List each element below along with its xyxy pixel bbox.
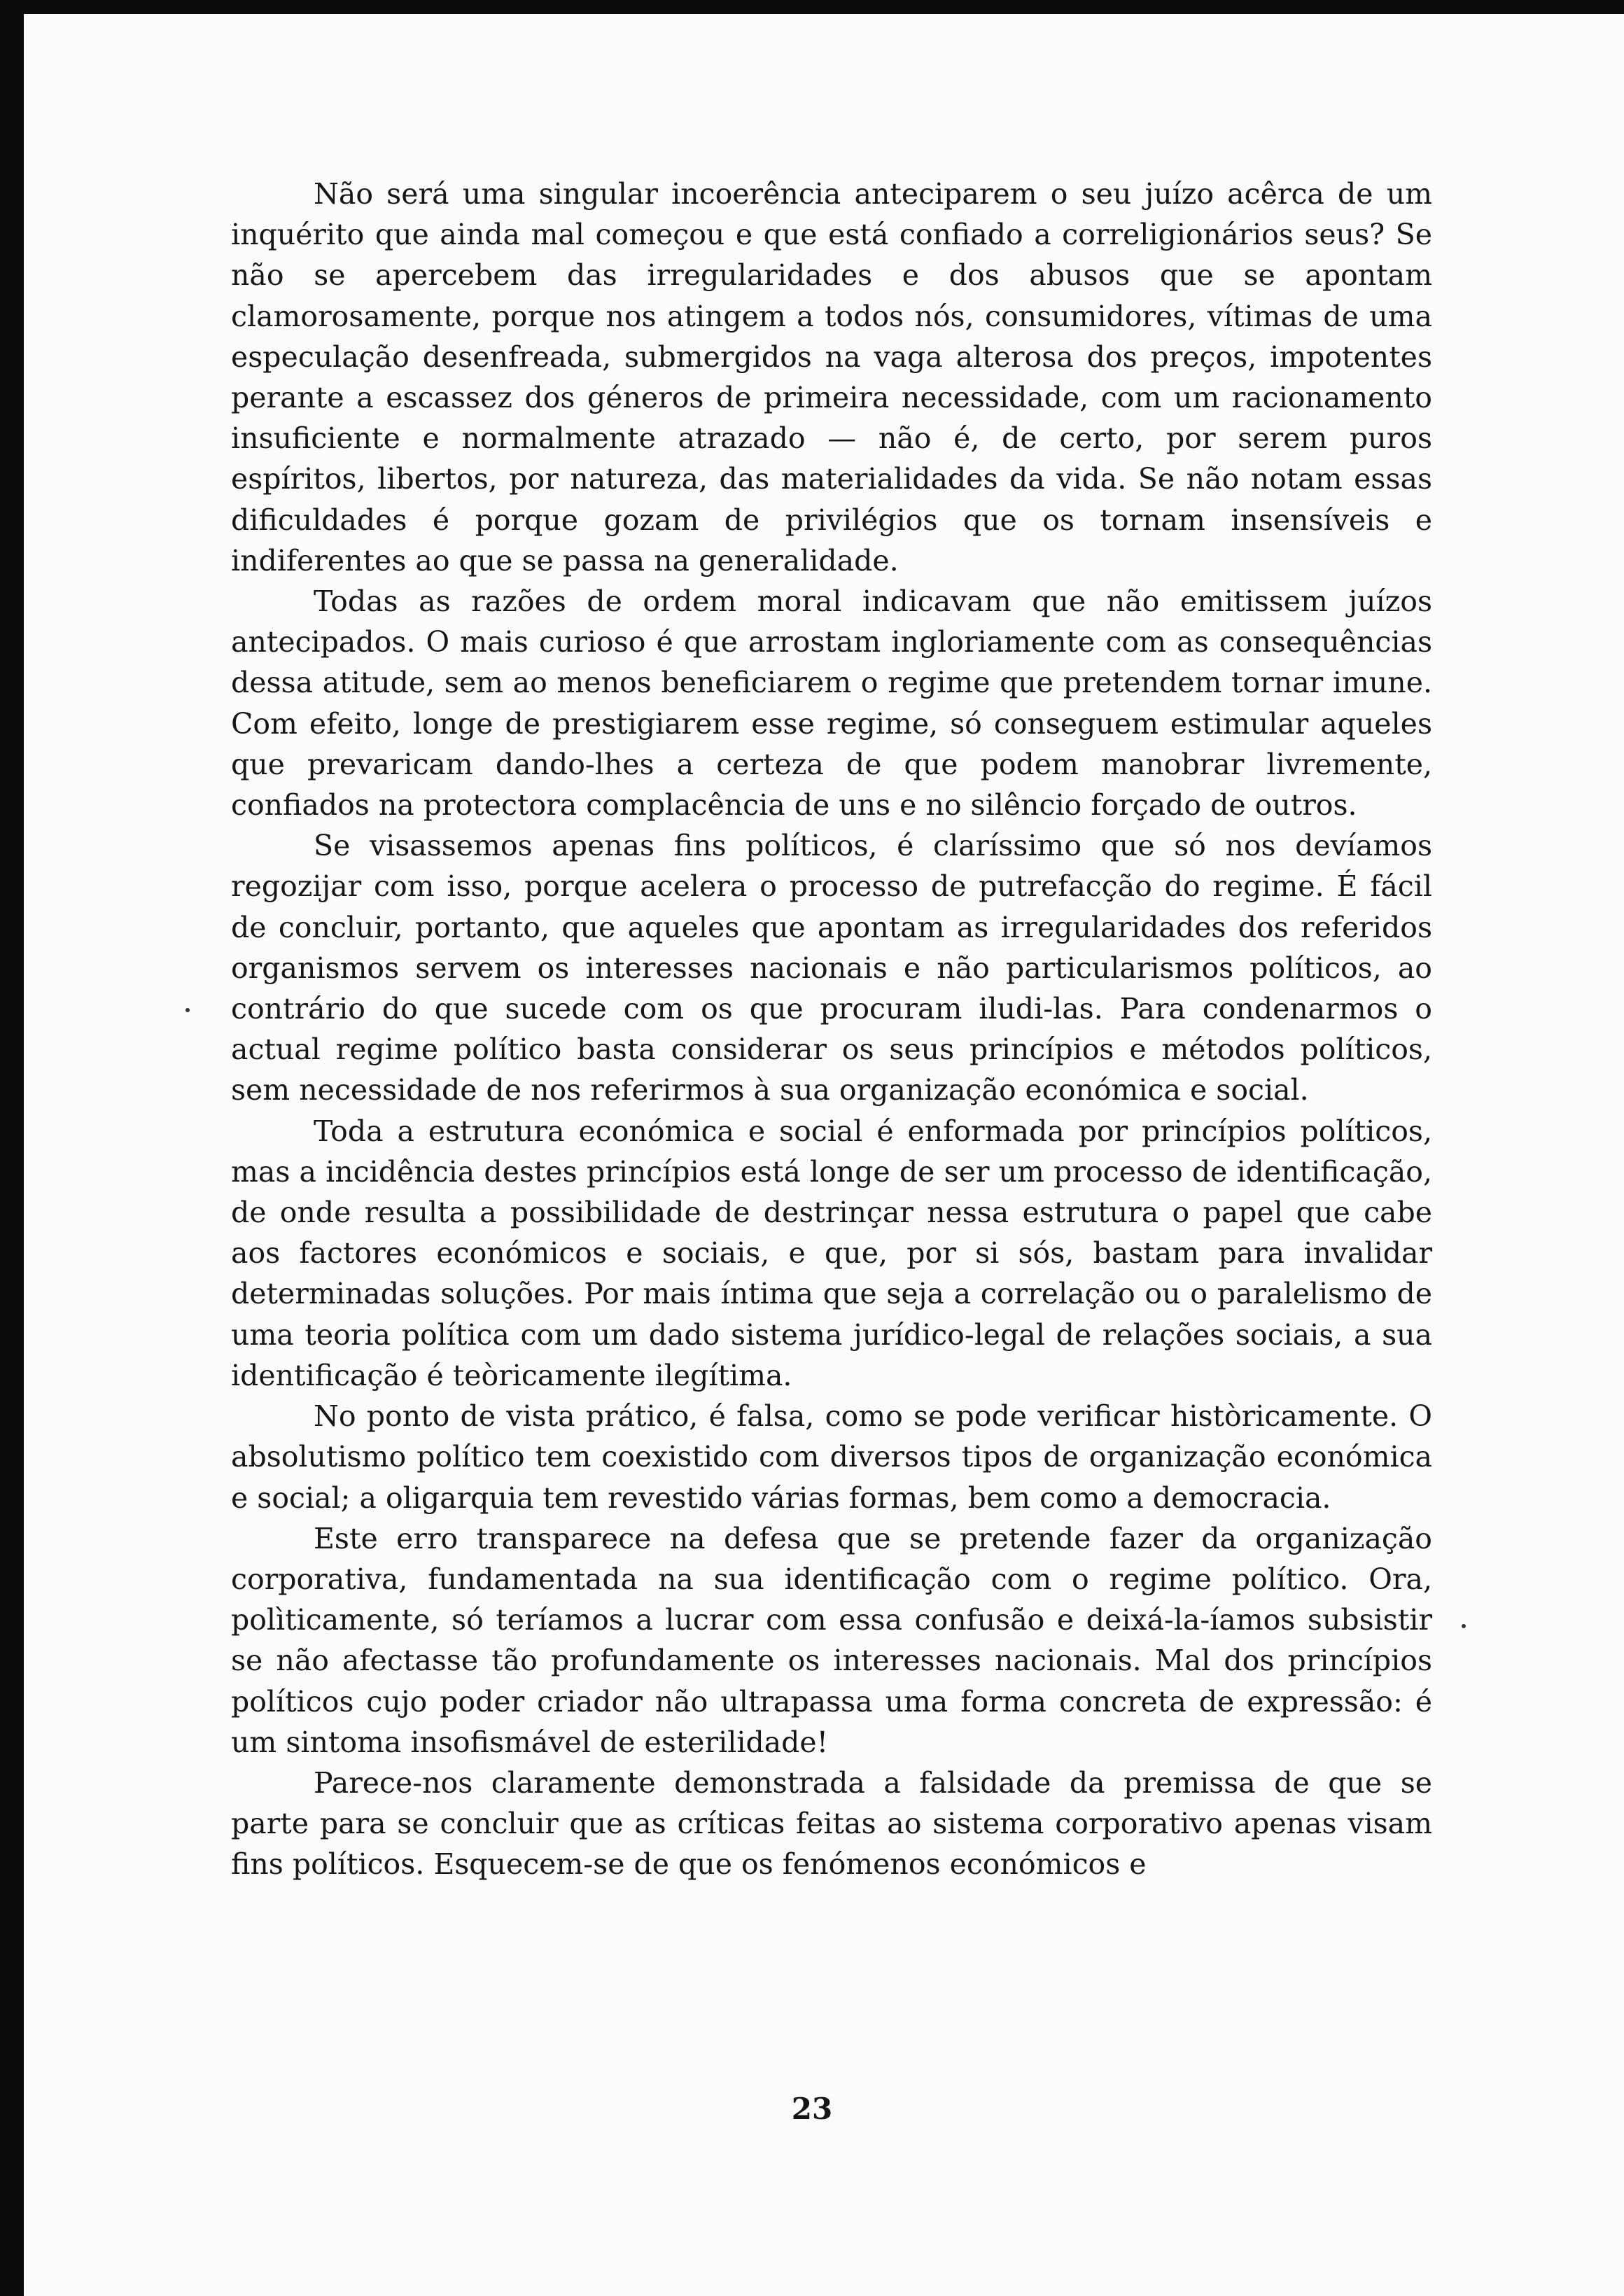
paragraph-5: No ponto de vista prático, é falsa, como se pode verificar històricamente. O absolutismo político tem coexistido com diversos tipos de organização económica e social; a oligarquia tem revestido várias formas, bem como a democracia. bbox=[231, 1399, 1432, 1515]
body-text bbox=[231, 174, 1432, 1885]
scan-border-left bbox=[0, 0, 24, 2296]
scan-speck bbox=[186, 1008, 190, 1012]
paragraph-2: Todas as razões de ordem moral indicavam que não emitissem juízos antecipados. O mais curioso é que arrostam ingloriamente com as consequências dessa atitude, sem ao menos beneficiarem o regime que pretendem tornar imune. Com efeito, longe de prestigiarem esse regime, só conseguem estimular aqueles que prevaricam dando-lhes a certeza de que podem manobrar livremente, confiados na protectora complacência de uns e no silêncio forçado de outros. bbox=[231, 584, 1432, 822]
paragraph-6: Este erro transparece na defesa que se pretende fazer da organização corporativa, fundamentada na sua identificação com o regime político. Ora, polìticamente, só teríamos a lucrar com essa confusão e deixá-la-íamos subsistir se não afectasse tão profundamente os interesses nacionais. Mal dos princípios políticos cujo poder criador não ultrapassa uma forma concreta de expressão: é um sintoma insofismável de esterilidade! bbox=[231, 1521, 1432, 1759]
paragraph-1: Não será uma singular incoerência anteciparem o seu juízo acêrca de um inquérito que ainda mal começou e que está confiado a correligionários seus? Se não se apercebem das irregularidades e dos abusos que se apontam clamorosamente, porque nos atingem a todos nós, consumidores, vítimas de uma especulação desenfreada, submergidos na vaga alterosa dos preços, impotentes perante a escassez dos géneros de primeira necessidade, com um racionamento insuficiente e normalmente atrazado — não é, de certo, por serem puros espíritos, libertos, por natureza, das materialidades da vida. Se não notam essas dificuldades é porque gozam de privilégios que os tornam insensíveis e indiferentes ao que se passa na generalidade. bbox=[231, 177, 1432, 578]
scan-speck bbox=[1462, 1624, 1466, 1628]
paragraph-4: Toda a estrutura económica e social é enformada por princípios políticos, mas a incidência destes princípios está longe de ser um processo de identificação, de onde resulta a possibilidade de destrinçar nessa estrutura o papel que cabe aos factores económicos e sociais, e que, por si sós, bastam para invalidar determinadas soluções. Por mais íntima que seja a correlação ou o paralelismo de uma teoria política com um dado sistema jurídico-legal de relações sociais, a sua identificação é teòricamente ilegítima. bbox=[231, 1114, 1432, 1392]
paragraph-7: Parece-nos claramente demonstrada a falsidade da premissa de que se parte para se concluir que as críticas feitas ao sistema corporativo apenas visam fins políticos. Esquecem-se de que os fenómenos económicos e bbox=[231, 1765, 1432, 1882]
page-number: 23 bbox=[791, 2092, 833, 2126]
scan-border-top bbox=[0, 0, 1624, 14]
paragraph-3: Se visassemos apenas fins políticos, é claríssimo que só nos devíamos regozijar com isso, porque acelera o processo de putrefacção do regime. É fácil de concluir, portanto, que aqueles que apontam as irregularidades dos referidos organismos servem os interesses nacionais e não particularismos políticos, ao contrário do que sucede com os que procuram iludi-las. Para condenarmos o actual regime político basta considerar os seus princípios e métodos políticos, sem necessidade de nos referirmos à sua organização económica e social. bbox=[231, 829, 1432, 1107]
